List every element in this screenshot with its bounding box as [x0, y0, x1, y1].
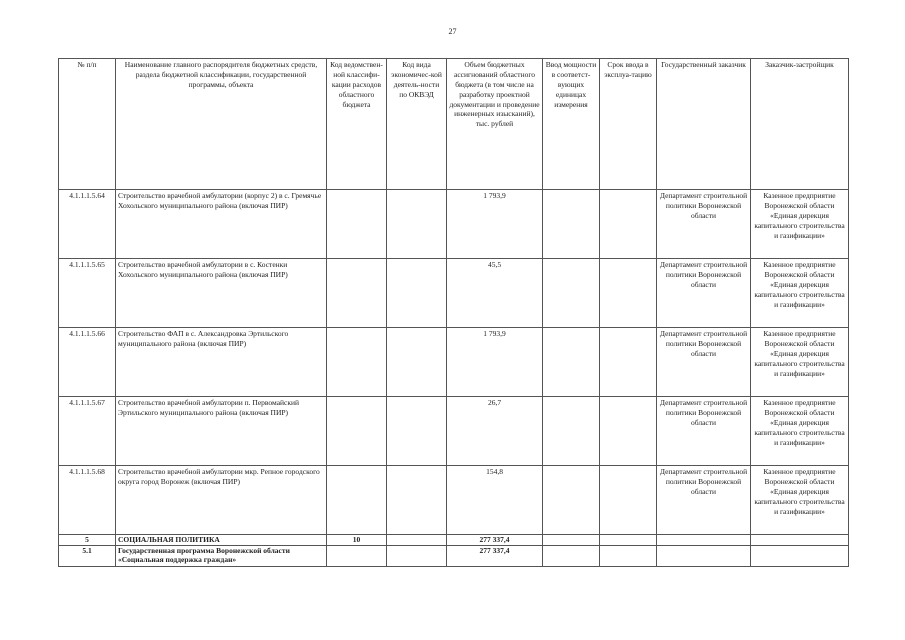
table-header	[59, 59, 849, 190]
row-volume: 1 793,9	[447, 190, 543, 259]
program-num: 5.1	[59, 546, 116, 567]
row-capacity	[543, 190, 600, 259]
row-name: Строительство врачебной амбулатории (корпус 2) в с. Гремячье Хохольского муниципального района (включая ПИР)	[116, 190, 327, 259]
row-customer: Департамент строительной политики Воронежской области	[657, 190, 751, 259]
row-developer: Казенное предприятие Воронежской области «Единая дирекция капитального строительства и газификации»	[751, 328, 849, 397]
row-name: Строительство врачебной амбулатории п. Первомайский Эртильского муниципального района (включая ПИР)	[116, 397, 327, 466]
section-row	[59, 535, 849, 546]
row-code-okved	[387, 466, 447, 535]
row-developer: Казенное предприятие Воронежской области «Единая дирекция капитального строительства и газификации»	[751, 259, 849, 328]
header-volume: Объем бюджетных ассигнований областного бюджета (в том числе на разработку проектной документации и проведение инженерных изысканий), тыс. рублей	[447, 59, 543, 190]
program-volume: 277 337,4	[447, 546, 543, 567]
row-capacity	[543, 397, 600, 466]
row-commissioning	[600, 328, 657, 397]
program-row	[59, 546, 849, 567]
section-num: 5	[59, 535, 116, 546]
row-volume: 26,7	[447, 397, 543, 466]
row-code-department	[327, 466, 387, 535]
header-code-department: Код ведомствен-ной классифи-кации расходов областного бюджета	[327, 59, 387, 190]
table-row	[59, 397, 849, 466]
row-volume: 154,8	[447, 466, 543, 535]
row-num: 4.1.1.1.5.68	[59, 466, 116, 535]
row-customer: Департамент строительной политики Воронежской области	[657, 397, 751, 466]
row-num: 4.1.1.1.5.64	[59, 190, 116, 259]
row-num: 4.1.1.1.5.66	[59, 328, 116, 397]
row-capacity	[543, 328, 600, 397]
row-customer: Департамент строительной политики Воронежской области	[657, 259, 751, 328]
row-code-okved	[387, 397, 447, 466]
row-customer: Департамент строительной политики Воронежской области	[657, 466, 751, 535]
row-code-okved	[387, 259, 447, 328]
row-name: Строительство врачебной амбулатории в с. Костенки Хохольского муниципального района (включая ПИР)	[116, 259, 327, 328]
row-num: 4.1.1.1.5.67	[59, 397, 116, 466]
program-name: Государственная программа Воронежской области «Социальная поддержка граждан»	[116, 546, 327, 567]
row-volume: 45,5	[447, 259, 543, 328]
table-row	[59, 259, 849, 328]
table-row	[59, 328, 849, 397]
row-code-department	[327, 259, 387, 328]
header-developer: Заказчик-застройщик	[751, 59, 849, 190]
row-capacity	[543, 259, 600, 328]
row-volume: 1 793,9	[447, 328, 543, 397]
budget-table	[58, 58, 849, 567]
header-name: Наименование главного распорядителя бюджетных средств, раздела бюджетной классификации, государственной программы, объекта	[116, 59, 327, 190]
page-number: 27	[448, 27, 457, 36]
header-customer: Государственный заказчик	[657, 59, 751, 190]
row-code-okved	[387, 190, 447, 259]
row-name: Строительство ФАП в с. Александровка Эртильского муниципального района (включая ПИР)	[116, 328, 327, 397]
table-row	[59, 190, 849, 259]
row-code-department	[327, 397, 387, 466]
section-name: СОЦИАЛЬНАЯ ПОЛИТИКА	[116, 535, 327, 546]
row-commissioning	[600, 466, 657, 535]
row-customer: Департамент строительной политики Воронежской области	[657, 328, 751, 397]
row-commissioning	[600, 190, 657, 259]
row-name: Строительство врачебной амбулатории мкр. Репное городского округа город Воронеж (включая ПИР)	[116, 466, 327, 535]
row-developer: Казенное предприятие Воронежской области «Единая дирекция капитального строительства и газификации»	[751, 397, 849, 466]
row-code-department	[327, 328, 387, 397]
row-code-okved	[387, 328, 447, 397]
section-code-department: 10	[327, 535, 387, 546]
header-code-okved: Код вида экономичес-кой деятель-ности по ОКВЭД	[387, 59, 447, 190]
header-capacity: Ввод мощности в соответст-вующих единицах измерения	[543, 59, 600, 190]
row-developer: Казенное предприятие Воронежской области «Единая дирекция капитального строительства и газификации»	[751, 466, 849, 535]
row-commissioning	[600, 259, 657, 328]
header-num: № п/п	[59, 59, 116, 190]
row-num: 4.1.1.1.5.65	[59, 259, 116, 328]
row-code-department	[327, 190, 387, 259]
section-volume: 277 337,4	[447, 535, 543, 546]
header-commissioning: Срок ввода в эксплуа-тацию	[600, 59, 657, 190]
table-row	[59, 466, 849, 535]
row-developer: Казенное предприятие Воронежской области «Единая дирекция капитального строительства и газификации»	[751, 190, 849, 259]
row-commissioning	[600, 397, 657, 466]
row-capacity	[543, 466, 600, 535]
